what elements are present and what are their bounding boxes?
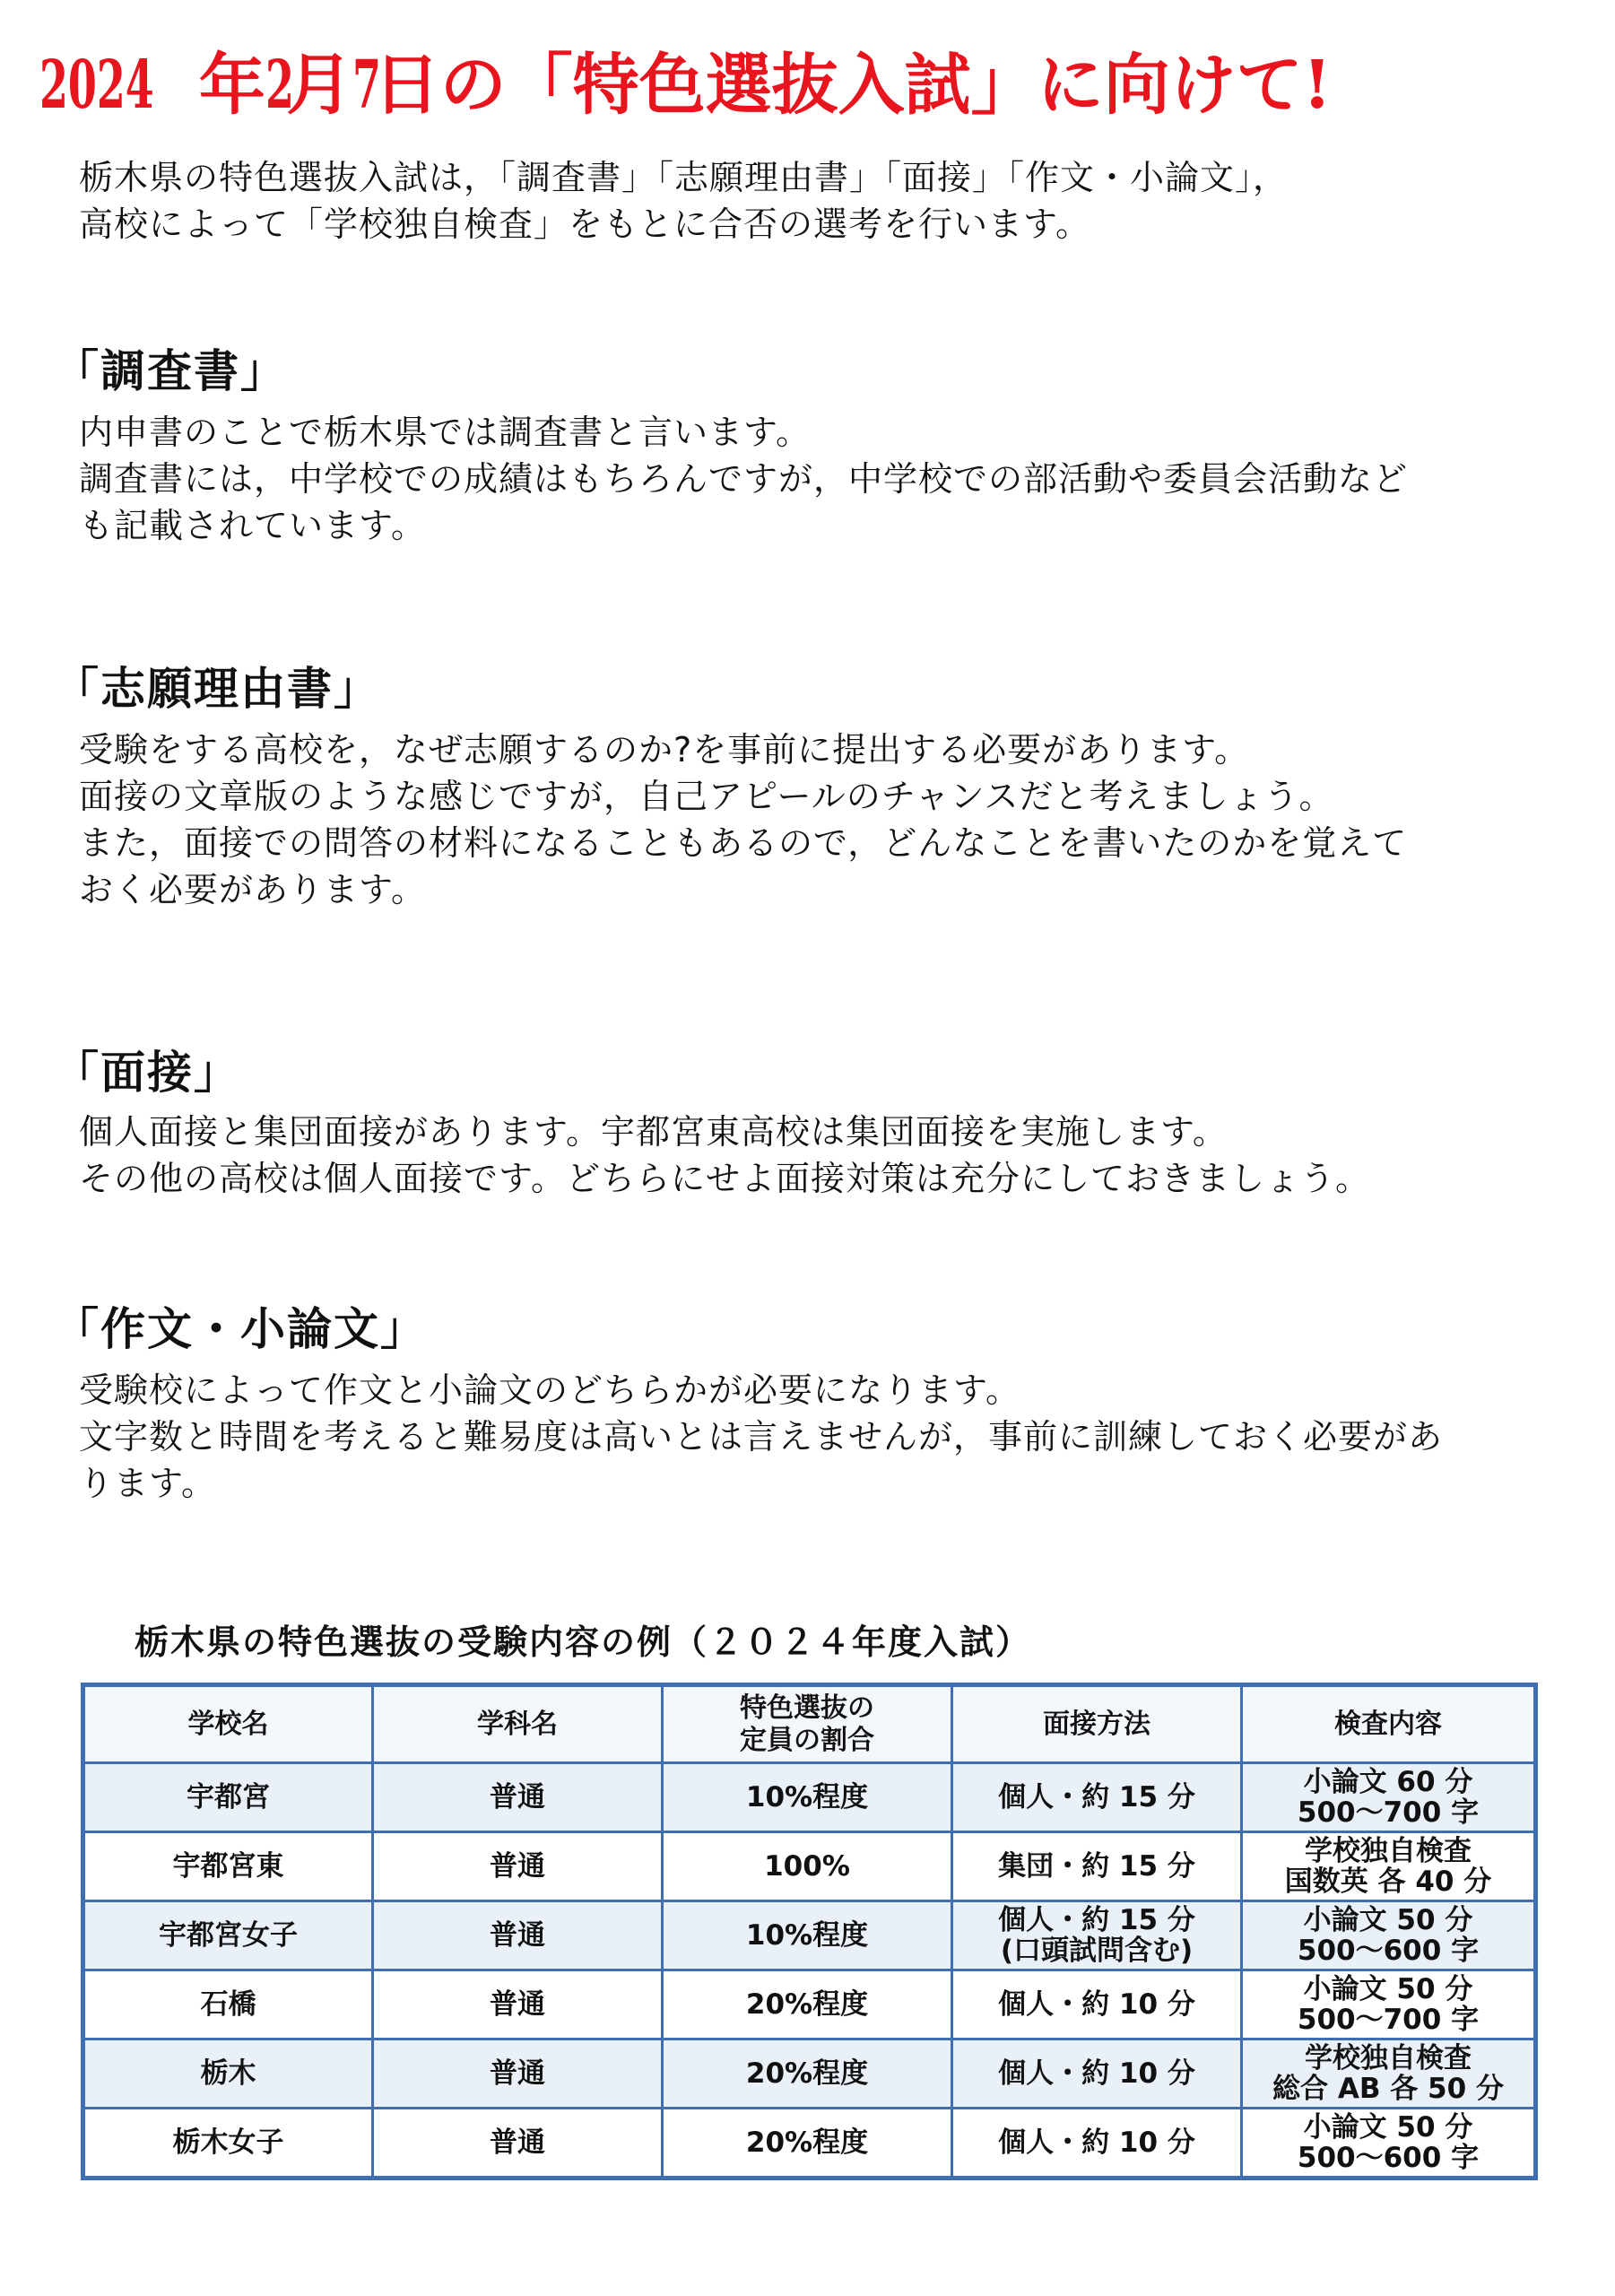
cell-ratio: 100% <box>663 1832 952 1901</box>
body-line: 面接の文章版のような感じですが，自己アピールのチャンスだと考えましょう。 <box>79 777 1334 816</box>
section-heading-mensetsu: 「面接」 <box>54 1047 240 1099</box>
page-title <box>39 36 1582 135</box>
cell-department: 普通 <box>373 2039 663 2109</box>
cell-department: 普通 <box>373 1970 663 2039</box>
cell-ratio: 20%程度 <box>663 1970 952 2039</box>
cell-department: 普通 <box>373 2109 663 2179</box>
cell-school: 栃木 <box>83 2039 373 2109</box>
intro-paragraph <box>79 154 1585 248</box>
cell-ratio: 10%程度 <box>663 1763 952 1832</box>
table-row <box>83 1901 1536 1970</box>
table-row <box>83 2109 1536 2179</box>
title-year: 2024 <box>39 47 154 124</box>
intro-line: 栃木県の特色選抜入試は，「調査書」「志願理由書」「面接」「作文・小論文」， <box>79 158 1289 197</box>
header-school: 学校名 <box>83 1685 373 1763</box>
title-day-unit: 日 <box>373 47 440 124</box>
section-body-chousasho <box>79 409 1585 549</box>
body-line: ります。 <box>79 1464 216 1503</box>
cell-department: 普通 <box>373 1832 663 1901</box>
title-month: 2 <box>265 47 294 124</box>
title-rest: の「特色選抜入試」に向けて! <box>439 47 1333 124</box>
header-interview-method: 面接方法 <box>952 1685 1242 1763</box>
cell-exam: 小論文 50 分 500〜600 字 <box>1242 1901 1536 1970</box>
intro-line: 高校によって「学校独自検査」をもとに合否の選考を行います。 <box>79 204 1090 244</box>
table-row <box>83 1970 1536 2039</box>
cell-interview: 個人・約 15 分 (口頭試問含む) <box>952 1901 1242 1970</box>
title-month-unit: 月 <box>286 47 353 124</box>
cell-school: 宇都宮 <box>83 1763 373 1832</box>
table-row <box>83 2039 1536 2109</box>
cell-school: 石橋 <box>83 1970 373 2039</box>
cell-ratio: 20%程度 <box>663 2109 952 2179</box>
header-department: 学科名 <box>373 1685 663 1763</box>
header-exam-content: 検査内容 <box>1242 1685 1536 1763</box>
table-header-row <box>83 1685 1536 1763</box>
body-line: 個人面接と集団面接があります。宇都宮東高校は集団面接を実施します。 <box>79 1112 1228 1152</box>
cell-interview: 個人・約 15 分 <box>952 1763 1242 1832</box>
body-line: その他の高校は個人面接です。どちらにせよ面接対策は充分にしておきましょう。 <box>79 1159 1370 1198</box>
cell-exam: 学校独自検査 総合 AB 各 50 分 <box>1242 2039 1536 2109</box>
table-row <box>83 1832 1536 1901</box>
cell-department: 普通 <box>373 1763 663 1832</box>
cell-school: 宇都宮女子 <box>83 1901 373 1970</box>
body-line: 受験をする高校を，なぜ志願するのか?を事前に提出する必要があります。 <box>79 730 1250 770</box>
body-line: おく必要があります。 <box>79 870 426 909</box>
section-heading-sakubun: 「作文・小論文」 <box>54 1303 427 1355</box>
cell-ratio: 20%程度 <box>663 2039 952 2109</box>
cell-exam: 小論文 60 分 500〜700 字 <box>1242 1763 1536 1832</box>
body-line: 内申書のことで栃木県では調査書と言います。 <box>79 413 811 452</box>
cell-exam: 小論文 50 分 500〜600 字 <box>1242 2109 1536 2179</box>
body-line: また，面接での問答の材料になることもあるので，どんなことを書いたのかを覚えて <box>79 823 1408 863</box>
cell-school: 栃木女子 <box>83 2109 373 2179</box>
title-year-unit: 年 <box>198 47 265 124</box>
section-heading-chousasho: 「調査書」 <box>54 345 287 397</box>
cell-exam: 学校独自検査 国数英 各 40 分 <box>1242 1832 1536 1901</box>
section-body-shigan-riyusho <box>79 726 1585 913</box>
cell-interview: 個人・約 10 分 <box>952 2039 1242 2109</box>
table-row <box>83 1763 1536 1832</box>
cell-department: 普通 <box>373 1901 663 1970</box>
cell-interview: 集団・約 15 分 <box>952 1832 1242 1901</box>
body-line: 文字数と時間を考えると難易度は高いとは言えませんが，事前に訓練しておく必要があ <box>79 1417 1444 1457</box>
body-line: も記載されています。 <box>79 506 426 545</box>
cell-interview: 個人・約 10 分 <box>952 2109 1242 2179</box>
table-caption: 栃木県の特色選抜の受験内容の例（２０２４年度入試） <box>135 1622 1032 1662</box>
section-body-mensetsu <box>79 1109 1585 1202</box>
body-line: 調査書には，中学校での成績はもちろんですが，中学校での部活動や委員会活動など <box>79 459 1409 499</box>
cell-exam: 小論文 50 分 500〜700 字 <box>1242 1970 1536 2039</box>
title-day: 7 <box>352 47 382 124</box>
header-quota-ratio: 特色選抜の 定員の割合 <box>663 1685 952 1763</box>
exam-content-table <box>81 1683 1538 2180</box>
cell-interview: 個人・約 10 分 <box>952 1970 1242 2039</box>
cell-school: 宇都宮東 <box>83 1832 373 1901</box>
body-line: 受験校によって作文と小論文のどちらかが必要になります。 <box>79 1370 1020 1410</box>
section-body-sakubun <box>79 1367 1585 1507</box>
section-heading-shigan-riyusho: 「志願理由書」 <box>54 663 380 715</box>
cell-ratio: 10%程度 <box>663 1901 952 1970</box>
